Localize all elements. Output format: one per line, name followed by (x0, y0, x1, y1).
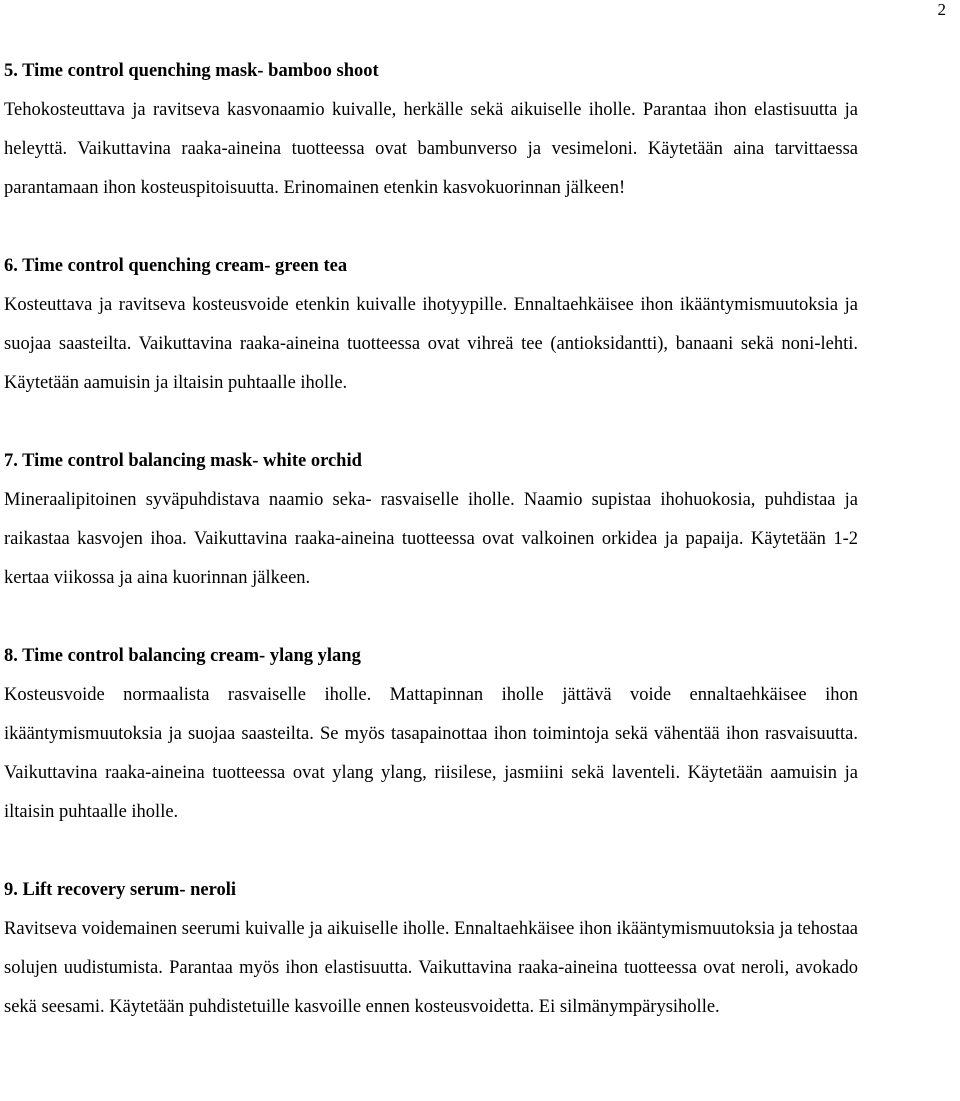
section-title (4, 637, 858, 676)
section-heading: Time control quenching mask- bamboo shoot (22, 61, 379, 81)
section-heading: Time control balancing mask- white orchid (22, 451, 362, 471)
section-number: 5. (4, 61, 18, 81)
section-title (4, 52, 858, 91)
section-title (4, 247, 858, 286)
section-5 (4, 52, 858, 208)
section-number: 7. (4, 451, 18, 471)
section-8 (4, 637, 858, 832)
section-paragraph: Ravitseva voidemainen seerumi kuivalle ja aikuiselle iholle. Ennaltaehkäisee ihon ikääntymismuutoksia ja tehostaa solujen uudistumista. Parantaa myös ihon elastisuutta. Vaikuttavina raaka-aineina tuotteessa ovat neroli, avokado sekä seesami. Käytetään puhdistetuille kasvoille ennen kosteusvoidetta. Ei silmänympärysiholle. (4, 919, 858, 1017)
section-7 (4, 442, 858, 598)
section-9 (4, 871, 858, 1027)
section-6 (4, 247, 858, 403)
section-heading: Lift recovery serum- neroli (22, 880, 237, 900)
section-paragraph: Tehokosteuttava ja ravitseva kasvonaamio kuivalle, herkälle sekä aikuiselle iholle. Parantaa ihon elastisuutta ja heleyttä. Vaikuttavina raaka-aineina tuotteessa ovat bambunverso ja vesimeloni. Käytetään aina tarvittaessa parantamaan ihon kosteuspitoisuutta. Erinomainen etenkin kasvokuorinnan jälkeen! (4, 100, 858, 198)
section-paragraph: Kosteuttava ja ravitseva kosteusvoide etenkin kuivalle ihotyypille. Ennaltaehkäisee ihon ikääntymismuutoksia ja suojaa saasteilta. Vaikuttavina raaka-aineina tuotteessa ovat vihreä tee (antioksidantti), banaani sekä noni-lehti. Käytetään aamuisin ja iltaisin puhtaalle iholle. (4, 295, 858, 393)
section-heading: Time control balancing cream- ylang ylang (22, 646, 361, 666)
section-paragraph: Mineraalipitoinen syväpuhdistava naamio seka- rasvaiselle iholle. Naamio supistaa ihohuokosia, puhdistaa ja raikastaa kasvojen ihoa. Vaikuttavina raaka-aineina tuotteessa ovat valkoinen orkidea ja papaija. Käytetään 1-2 kertaa viikossa ja aina kuorinnan jälkeen. (4, 490, 858, 588)
section-number: 6. (4, 256, 18, 276)
section-number: 8. (4, 646, 18, 666)
section-number: 9. (4, 880, 18, 900)
document-body (4, 52, 858, 1066)
page-number: 2 (937, 0, 946, 19)
section-paragraph: Kosteusvoide normaalista rasvaiselle iholle. Mattapinnan iholle jättävä voide ennaltaehkäisee ihon ikääntymismuutoksia ja suojaa saasteilta. Se myös tasapainottaa ihon toimintoja sekä vähentää ihon rasvaisuutta. Vaikuttavina raaka-aineina tuotteessa ovat ylang ylang, riisilese, jasmiini sekä laventeli. Käytetään aamuisin ja iltaisin puhtaalle iholle. (4, 685, 858, 822)
section-title (4, 871, 858, 910)
section-title (4, 442, 858, 481)
section-heading: Time control quenching cream- green tea (22, 256, 348, 276)
